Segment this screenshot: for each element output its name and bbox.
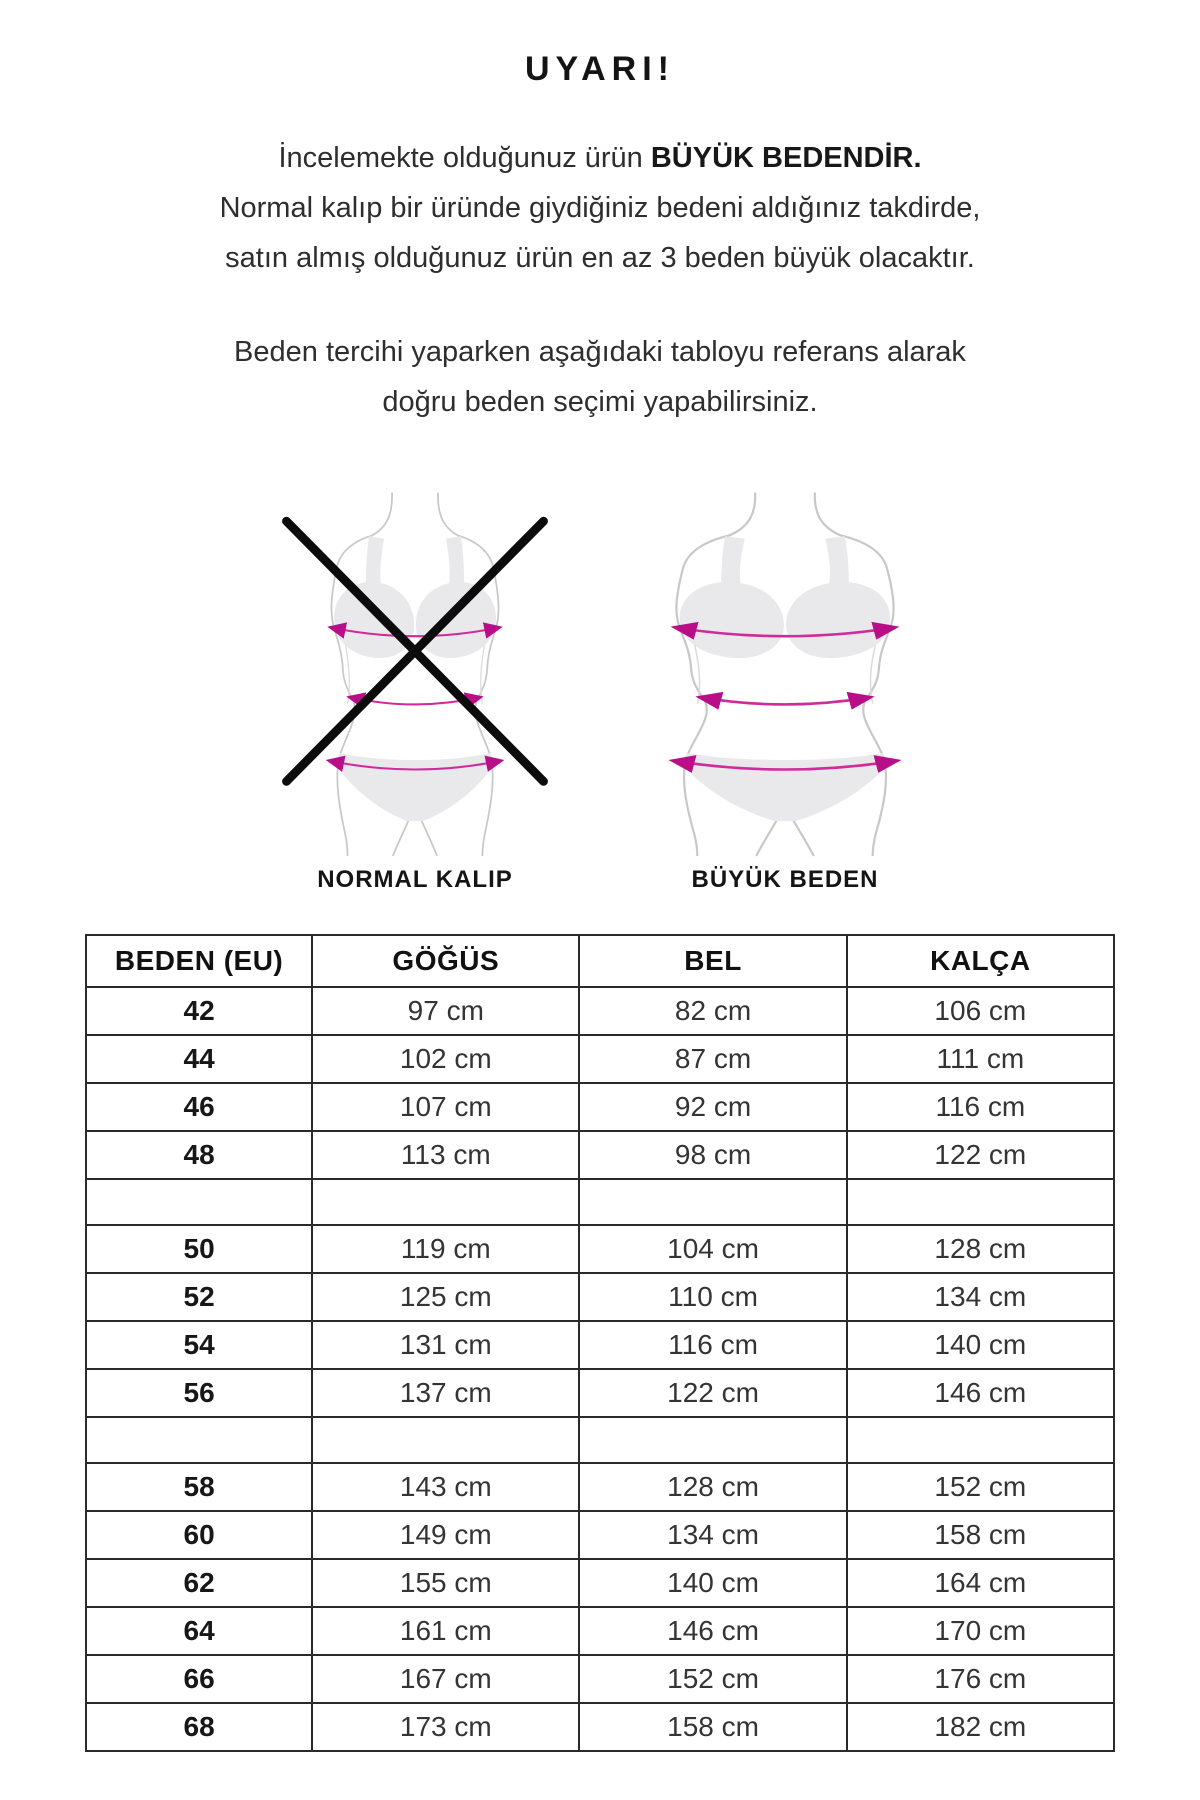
size-cell: 56 [86, 1369, 312, 1417]
instruction-line-1: Beden tercihi yaparken aşağıdaki tabloyu referans alarak [234, 336, 966, 368]
size-cell: 62 [86, 1559, 312, 1607]
empty-cell [847, 1417, 1114, 1463]
measurement-cell: 106 cm [847, 987, 1114, 1035]
measurement-cell: 140 cm [579, 1559, 846, 1607]
panty-icon [338, 753, 491, 821]
measurement-cell: 107 cm [312, 1083, 579, 1131]
table-row [86, 1511, 1114, 1559]
intro-line-1 [278, 142, 921, 174]
female-torso-icon [674, 493, 897, 856]
intro-line-1-text: İncelemekte olduğunuz ürün [278, 142, 651, 174]
size-cell: 64 [86, 1607, 312, 1655]
measurement-cell: 137 cm [312, 1369, 579, 1417]
measurement-cell: 104 cm [579, 1225, 846, 1273]
table-row [86, 1559, 1114, 1607]
figure-normal-fit [250, 491, 580, 894]
size-cell: 52 [86, 1273, 312, 1321]
waist-measure-arrow [700, 697, 869, 704]
empty-cell [312, 1179, 579, 1225]
empty-cell [312, 1417, 579, 1463]
measurement-cell: 152 cm [847, 1463, 1114, 1511]
intro-line-2: Normal kalıp bir üründe giydiğiniz bedeni aldığınız takdirde, [219, 192, 981, 224]
female-torso-icon [329, 493, 500, 856]
size-cell: 48 [86, 1131, 312, 1179]
table-row [86, 1463, 1114, 1511]
measurement-cell: 158 cm [847, 1511, 1114, 1559]
size-cell: 42 [86, 987, 312, 1035]
measurement-cell: 119 cm [312, 1225, 579, 1273]
measurement-cell: 140 cm [847, 1321, 1114, 1369]
measurement-cell: 82 cm [579, 987, 846, 1035]
measurement-cell: 134 cm [579, 1511, 846, 1559]
column-header: GÖĞÜS [312, 935, 579, 987]
measurement-cell: 97 cm [312, 987, 579, 1035]
intro-line-1-emphasis: BÜYÜK BEDENDİR. [650, 142, 922, 174]
measurement-cell: 155 cm [312, 1559, 579, 1607]
measurement-cell: 134 cm [847, 1273, 1114, 1321]
figure-plus-label: BÜYÜK BEDEN [691, 866, 879, 893]
measurement-cell: 125 cm [312, 1273, 579, 1321]
measurement-cell: 102 cm [312, 1035, 579, 1083]
empty-cell [86, 1179, 312, 1225]
measurement-cell: 122 cm [847, 1131, 1114, 1179]
column-header: BEDEN (EU) [86, 935, 312, 987]
table-row [86, 1131, 1114, 1179]
measurement-cell: 116 cm [847, 1083, 1114, 1131]
empty-cell [579, 1179, 846, 1225]
separator-row [86, 1417, 1114, 1463]
measurement-cell: 113 cm [312, 1131, 579, 1179]
table-row [86, 1703, 1114, 1751]
intro-line-3: satın almış olduğunuz ürün en az 3 beden büyük olacaktır. [225, 242, 975, 274]
size-cell: 66 [86, 1655, 312, 1703]
empty-cell [86, 1417, 312, 1463]
instruction-paragraph [0, 327, 1200, 427]
measurement-cell: 92 cm [579, 1083, 846, 1131]
table-row [86, 1607, 1114, 1655]
measurement-cell: 116 cm [579, 1321, 846, 1369]
measurement-cell: 170 cm [847, 1607, 1114, 1655]
figure-plus-size [620, 491, 950, 894]
measurement-cell: 167 cm [312, 1655, 579, 1703]
column-header: BEL [579, 935, 846, 987]
measurement-cell: 110 cm [579, 1273, 846, 1321]
size-table-body [86, 987, 1114, 1751]
measurement-cell: 182 cm [847, 1703, 1114, 1751]
measurement-cell: 111 cm [847, 1035, 1114, 1083]
measurement-cell: 143 cm [312, 1463, 579, 1511]
size-cell: 60 [86, 1511, 312, 1559]
measurement-cell: 98 cm [579, 1131, 846, 1179]
figure-normal-label: NORMAL KALIP [317, 866, 513, 893]
measurement-cell: 128 cm [847, 1225, 1114, 1273]
table-row [86, 1273, 1114, 1321]
size-table [85, 934, 1115, 1752]
measurement-cell: 161 cm [312, 1607, 579, 1655]
size-cell: 68 [86, 1703, 312, 1751]
fit-comparison [0, 491, 1200, 894]
measurement-cell: 176 cm [847, 1655, 1114, 1703]
size-cell: 54 [86, 1321, 312, 1369]
page-title: UYARI! [525, 50, 675, 88]
size-cell: 46 [86, 1083, 312, 1131]
measurement-cell: 146 cm [847, 1369, 1114, 1417]
measurement-cell: 149 cm [312, 1511, 579, 1559]
measurement-cell: 128 cm [579, 1463, 846, 1511]
measurement-cell: 173 cm [312, 1703, 579, 1751]
cross-out-icon [286, 521, 543, 781]
size-cell: 58 [86, 1463, 312, 1511]
table-row [86, 987, 1114, 1035]
empty-cell [847, 1179, 1114, 1225]
measurement-cell: 122 cm [579, 1369, 846, 1417]
table-row [86, 1321, 1114, 1369]
plus-size-illustration [650, 491, 920, 856]
measurement-cell: 146 cm [579, 1607, 846, 1655]
size-cell: 50 [86, 1225, 312, 1273]
table-row [86, 1225, 1114, 1273]
size-cell: 44 [86, 1035, 312, 1083]
measurement-cell: 87 cm [579, 1035, 846, 1083]
panty-icon [685, 753, 884, 821]
measurement-cell: 152 cm [579, 1655, 846, 1703]
table-row [86, 1655, 1114, 1703]
bra-icon [680, 536, 890, 658]
size-table-header-row [86, 935, 1114, 987]
table-row [86, 1083, 1114, 1131]
table-row [86, 1369, 1114, 1417]
empty-cell [579, 1417, 846, 1463]
measurement-cell: 131 cm [312, 1321, 579, 1369]
normal-fit-illustration [280, 491, 550, 856]
intro-paragraph [0, 133, 1200, 283]
separator-row [86, 1179, 1114, 1225]
instruction-line-2: doğru beden seçimi yapabilirsiniz. [382, 386, 818, 418]
table-row [86, 1035, 1114, 1083]
column-header: KALÇA [847, 935, 1114, 987]
measurement-cell: 158 cm [579, 1703, 846, 1751]
measurement-cell: 164 cm [847, 1559, 1114, 1607]
